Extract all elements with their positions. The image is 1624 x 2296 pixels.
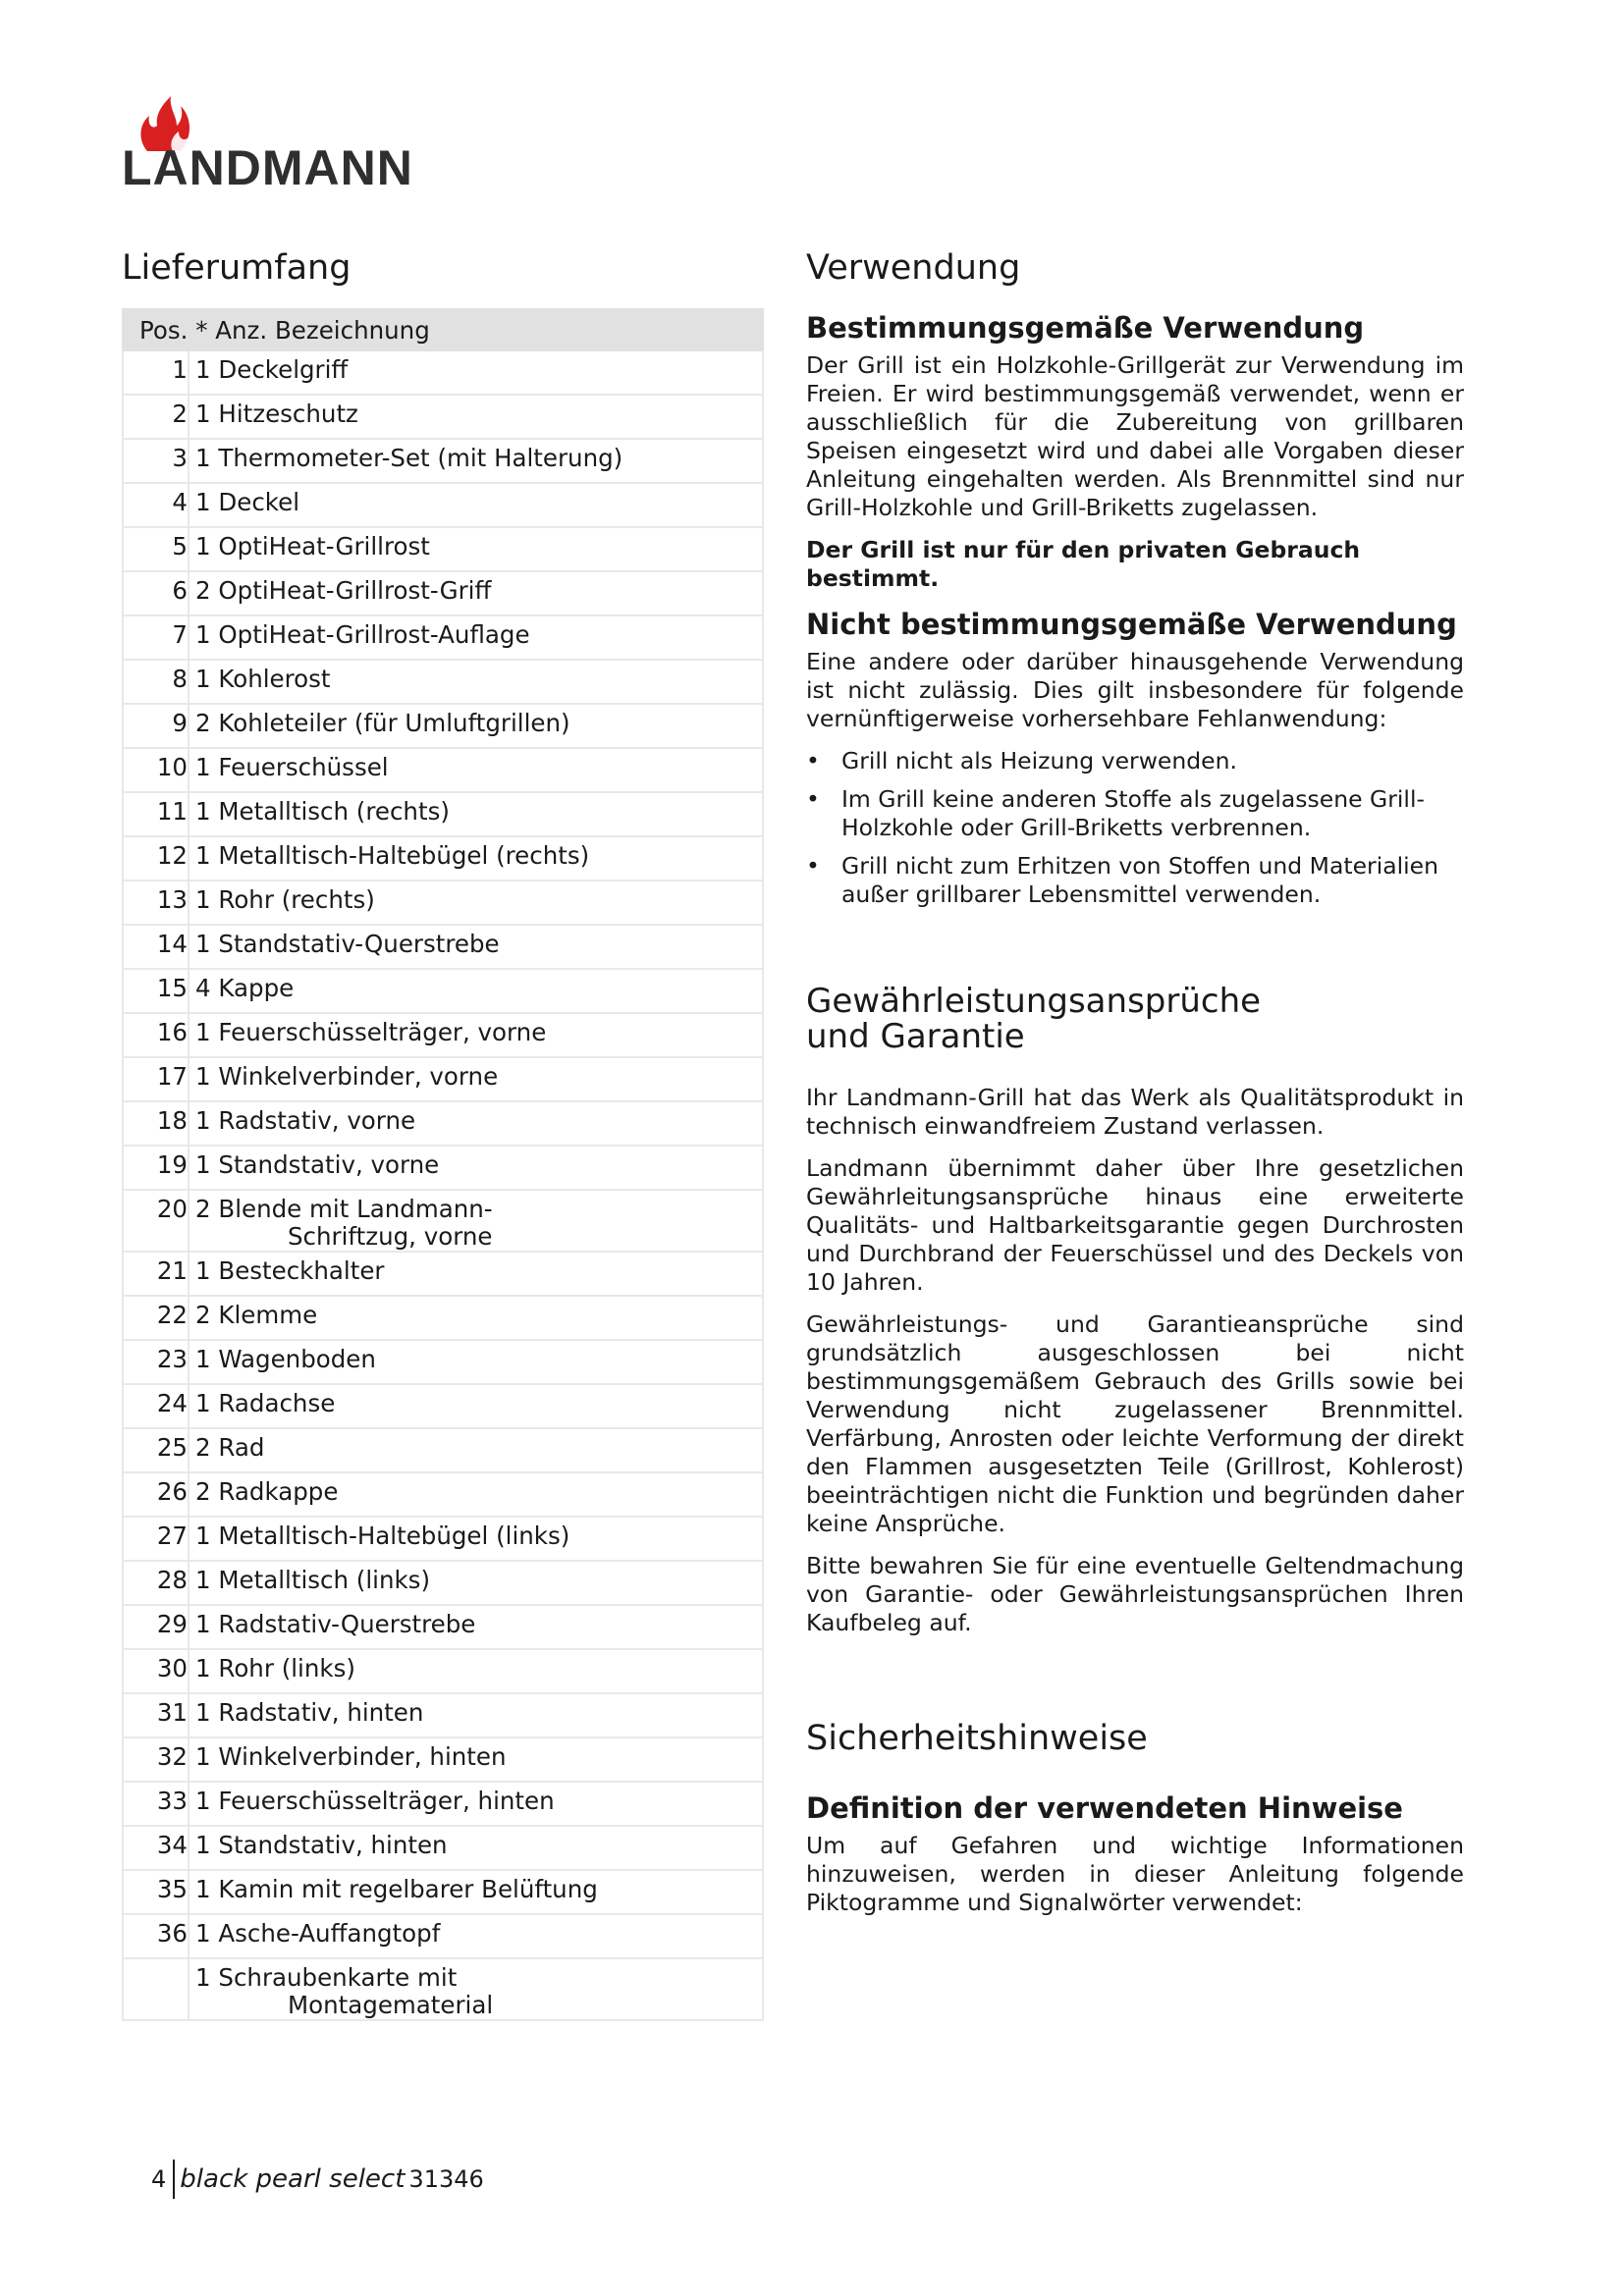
cell-anz-bez — [189, 395, 763, 439]
cell-anz: 2 — [195, 576, 211, 605]
cell-pos: 17 — [123, 1057, 189, 1101]
table-row — [123, 527, 763, 571]
table-row — [123, 483, 763, 527]
list-item: • Grill nicht zum Erhitzen von Stoffen und Materialien außer grillbarer Lebensmittel verwenden. — [806, 852, 1439, 908]
table-row — [123, 1472, 763, 1517]
cell-anz: 1 — [195, 1389, 211, 1417]
cell-anz: 1 — [195, 1522, 211, 1550]
cell-pos: 4 — [123, 483, 189, 527]
cell-bez: Feuerschüsselträger, vorne — [218, 1018, 547, 1046]
cell-bez: Winkelverbinder, hinten — [218, 1742, 507, 1771]
cell-anz-bez — [189, 439, 763, 483]
paragraph: Um auf Gefahren und wichtige Informationen hinzuweisen, werden in dieser Anleitung folgende Piktogramme und Signalwörter verwendet: — [806, 1832, 1464, 1916]
table-row — [123, 1340, 763, 1384]
cell-bez: Asche-Auffangtopf — [218, 1919, 441, 1948]
cell-bez: Feuerschüssel — [218, 753, 389, 781]
cell-anz: 1 — [195, 488, 211, 516]
table-row — [123, 1190, 763, 1252]
cell-anz-bez — [189, 527, 763, 571]
cell-anz: 2 — [195, 1433, 211, 1462]
cell-bez: Deckelgriff — [218, 355, 349, 384]
table-row — [123, 1013, 763, 1057]
cell-bez: Metalltisch (links) — [218, 1566, 431, 1594]
cell-anz: 2 — [195, 709, 211, 737]
table-row — [123, 660, 763, 704]
cell-anz: 1 — [195, 532, 211, 561]
subtitle-bestimmungsgemaess: Bestimmungsgemäße Verwendung — [806, 311, 1365, 345]
cell-pos: 2 — [123, 395, 189, 439]
cell-pos: 28 — [123, 1561, 189, 1605]
cell-pos: 6 — [123, 571, 189, 615]
cell-pos: 12 — [123, 836, 189, 881]
table-row — [123, 881, 763, 925]
cell-anz: 1 — [195, 444, 211, 472]
cell-pos: 20 — [123, 1190, 189, 1252]
model-number: 31346 — [408, 2165, 484, 2193]
cell-pos: 33 — [123, 1782, 189, 1826]
cell-pos: 31 — [123, 1693, 189, 1737]
cell-anz-bez — [189, 1782, 763, 1826]
cell-anz-bez — [189, 1914, 763, 1958]
cell-bez: Kamin mit regelbarer Belüftung — [218, 1875, 598, 1903]
cell-anz-bez — [189, 1870, 763, 1914]
cell-bez: Kohlerost — [218, 665, 331, 693]
cell-anz: 1 — [195, 1256, 211, 1285]
section-title-gewaehrleistung: Gewährleistungsansprüche und Garantie — [806, 982, 1262, 1056]
cell-anz: 2 — [195, 1301, 211, 1329]
landmann-logo — [122, 94, 485, 202]
cell-bez: Winkelverbinder, vorne — [218, 1062, 499, 1091]
table-row — [123, 615, 763, 660]
cell-pos: 8 — [123, 660, 189, 704]
section-title-lieferumfang: Lieferumfang — [122, 248, 352, 288]
cell-anz-bez — [189, 925, 763, 969]
cell-bez-cont: Montagematerial — [288, 1991, 494, 2019]
cell-anz-bez — [189, 1826, 763, 1870]
paragraph-bold: Der Grill ist nur für den privaten Gebrauch bestimmt. — [806, 536, 1361, 592]
paragraph: Bitte bewahren Sie für eine eventuelle Geltendmachung von Garantie- oder Gewährleistungsansprüchen Ihren Kaufbeleg auf. — [806, 1552, 1464, 1636]
section-title-sicherheit: Sicherheitshinweise — [806, 1719, 1148, 1758]
cell-bez: OptiHeat-Grillrost-Griff — [218, 576, 492, 605]
cell-bez: Schraubenkarte mit — [218, 1963, 458, 1992]
cell-anz-bez — [189, 881, 763, 925]
cell-anz-bez — [189, 1958, 763, 2020]
cell-bez: Blende mit Landmann- — [218, 1195, 493, 1223]
cell-anz: 1 — [195, 355, 211, 384]
page-footer — [151, 2160, 484, 2199]
cell-anz-bez — [189, 571, 763, 615]
cell-anz-bez — [189, 350, 763, 395]
cell-bez: Feuerschüsselträger, hinten — [218, 1787, 555, 1815]
table-row — [123, 1870, 763, 1914]
cell-bez: Rohr (links) — [218, 1654, 355, 1682]
cell-anz: 2 — [195, 1477, 211, 1506]
brand-name: LANDMANN — [122, 140, 413, 195]
cell-pos: 15 — [123, 969, 189, 1013]
cell-anz: 1 — [195, 1787, 211, 1815]
cell-anz: 1 — [195, 1831, 211, 1859]
cell-anz-bez — [189, 792, 763, 836]
cell-pos: 19 — [123, 1146, 189, 1190]
cell-bez: OptiHeat-Grillrost — [218, 532, 430, 561]
table-row — [123, 704, 763, 748]
table-row — [123, 969, 763, 1013]
bullet-list — [806, 747, 1464, 909]
cell-anz-bez — [189, 1384, 763, 1428]
cell-anz: 1 — [195, 620, 211, 649]
cell-bez: Radstativ, vorne — [218, 1106, 416, 1135]
cell-anz-bez — [189, 1296, 763, 1340]
cell-anz-bez — [189, 1605, 763, 1649]
cell-anz: 1 — [195, 1654, 211, 1682]
table-row — [123, 1737, 763, 1782]
cell-anz: 1 — [195, 797, 211, 826]
cell-pos: 26 — [123, 1472, 189, 1517]
cell-anz: 1 — [195, 400, 211, 428]
section-title-verwendung: Verwendung — [806, 248, 1021, 288]
cell-bez: Radstativ-Querstrebe — [218, 1610, 476, 1638]
cell-anz: 1 — [195, 1919, 211, 1948]
model-name: black pearl select — [180, 2164, 406, 2194]
cell-pos: 13 — [123, 881, 189, 925]
cell-anz: 1 — [195, 930, 211, 958]
table-row — [123, 1693, 763, 1737]
cell-bez: Standstativ, hinten — [218, 1831, 448, 1859]
cell-anz-bez — [189, 483, 763, 527]
cell-anz: 1 — [195, 1875, 211, 1903]
cell-anz-bez — [189, 969, 763, 1013]
cell-pos: 23 — [123, 1340, 189, 1384]
list-item: • Grill nicht als Heizung verwenden. — [806, 747, 1237, 774]
cell-anz-bez — [189, 1428, 763, 1472]
cell-pos: 30 — [123, 1649, 189, 1693]
table-row — [123, 395, 763, 439]
table-row — [123, 1826, 763, 1870]
cell-pos: 1 — [123, 350, 189, 395]
cell-anz: 1 — [195, 1062, 211, 1091]
cell-anz: 4 — [195, 974, 211, 1002]
table-row — [123, 1252, 763, 1296]
footer-divider — [173, 2160, 175, 2199]
cell-anz-bez — [189, 615, 763, 660]
cell-bez: Metalltisch-Haltebügel (rechts) — [218, 841, 590, 870]
cell-bez: Radstativ, hinten — [218, 1698, 424, 1727]
table-row — [123, 1146, 763, 1190]
cell-anz-bez — [189, 1057, 763, 1101]
cell-anz-bez — [189, 1517, 763, 1561]
cell-bez: Radkappe — [218, 1477, 339, 1506]
cell-bez: Metalltisch (rechts) — [218, 797, 450, 826]
cell-pos: 27 — [123, 1517, 189, 1561]
parts-table — [122, 308, 764, 2021]
cell-pos: 35 — [123, 1870, 189, 1914]
subtitle-nicht-bestimmungsgemaess: Nicht bestimmungsgemäße Verwendung — [806, 608, 1457, 641]
cell-anz-bez — [189, 748, 763, 792]
cell-pos — [123, 1958, 189, 2020]
cell-anz: 2 — [195, 1195, 211, 1223]
page-number: 4 — [151, 2165, 167, 2193]
table-row — [123, 1428, 763, 1472]
cell-anz-bez — [189, 836, 763, 881]
cell-anz: 1 — [195, 1150, 211, 1179]
cell-pos: 3 — [123, 439, 189, 483]
cell-anz: 1 — [195, 885, 211, 914]
cell-anz: 1 — [195, 1610, 211, 1638]
cell-pos: 14 — [123, 925, 189, 969]
paragraph: Eine andere oder darüber hinausgehende Verwendung ist nicht zulässig. Dies gilt insbesondere für folgende vernünftigerweise vorhersehbare Fehlanwendung: — [806, 648, 1464, 732]
cell-bez: Rohr (rechts) — [218, 885, 375, 914]
cell-pos: 9 — [123, 704, 189, 748]
table-row — [123, 1649, 763, 1693]
cell-anz: 1 — [195, 1698, 211, 1727]
cell-anz-bez — [189, 1013, 763, 1057]
table-row — [123, 925, 763, 969]
cell-anz-bez — [189, 704, 763, 748]
cell-anz: 1 — [195, 753, 211, 781]
cell-bez: Deckel — [218, 488, 299, 516]
cell-pos: 25 — [123, 1428, 189, 1472]
table-row — [123, 792, 763, 836]
table-row — [123, 571, 763, 615]
cell-anz-bez — [189, 1561, 763, 1605]
table-row — [123, 1958, 763, 2020]
cell-bez: Standstativ, vorne — [218, 1150, 440, 1179]
cell-anz: 1 — [195, 1566, 211, 1594]
cell-bez: Wagenboden — [218, 1345, 376, 1373]
cell-bez: Thermometer-Set (mit Halterung) — [218, 444, 623, 472]
cell-pos: 11 — [123, 792, 189, 836]
cell-pos: 5 — [123, 527, 189, 571]
table-row — [123, 1057, 763, 1101]
cell-pos: 18 — [123, 1101, 189, 1146]
cell-bez: Hitzeschutz — [218, 400, 358, 428]
cell-pos: 24 — [123, 1384, 189, 1428]
cell-bez-cont: Schriftzug, vorne — [288, 1222, 493, 1251]
cell-anz: 1 — [195, 841, 211, 870]
table-row — [123, 1605, 763, 1649]
cell-pos: 10 — [123, 748, 189, 792]
cell-pos: 36 — [123, 1914, 189, 1958]
subtitle-definition: Definition der verwendeten Hinweise — [806, 1791, 1403, 1825]
cell-bez: Standstativ-Querstrebe — [218, 930, 500, 958]
paragraph: Gewährleistungs- und Garantieansprüche sind grundsätzlich ausgeschlossen bei nicht bestimmungsgemäßem Gebrauch des Grills sowie bei Verwendung nicht zugelassener Brennmittel. Verfärbung, Anrosten oder leichte Verformung der direkt den Flammen ausgesetzten Teile (Grillrost, Kohlerost) beeinträchtigen nicht die Funktion und begründen daher keine Ansprüche. — [806, 1310, 1464, 1537]
cell-anz-bez — [189, 1252, 763, 1296]
cell-anz-bez — [189, 660, 763, 704]
cell-anz: 1 — [195, 1345, 211, 1373]
cell-anz-bez — [189, 1472, 763, 1517]
table-row — [123, 439, 763, 483]
table-row — [123, 1101, 763, 1146]
cell-anz-bez — [189, 1737, 763, 1782]
cell-bez: OptiHeat-Grillrost-Auflage — [218, 620, 530, 649]
list-item: • Im Grill keine anderen Stoffe als zugelassene Grill-Holzkohle oder Grill-Briketts verbrennen. — [806, 785, 1425, 841]
cell-anz-bez — [189, 1146, 763, 1190]
cell-bez: Metalltisch-Haltebügel (links) — [218, 1522, 570, 1550]
cell-anz-bez — [189, 1101, 763, 1146]
cell-bez: Rad — [218, 1433, 265, 1462]
cell-bez: Besteckhalter — [218, 1256, 385, 1285]
table-row — [123, 1914, 763, 1958]
cell-bez: Radachse — [218, 1389, 336, 1417]
cell-anz: 1 — [195, 1742, 211, 1771]
table-row — [123, 1561, 763, 1605]
table-row — [123, 350, 763, 395]
cell-bez: Kappe — [218, 974, 295, 1002]
paragraph: Ihr Landmann-Grill hat das Werk als Qualitätsprodukt in technisch einwandfreiem Zustand verlassen. — [806, 1084, 1464, 1140]
table-row — [123, 748, 763, 792]
paragraph: Der Grill ist ein Holzkohle-Grillgerät zur Verwendung im Freien. Er wird bestimmungsgemäß verwendet, wenn er ausschließlich für die Zubereitung von grillbaren Speisen eingesetzt wird und dabei alle Vorgaben dieser Anleitung eingehalten werden. Als Brennmittel sind nur Grill-Holzkohle und Grill-Briketts zugelassen. — [806, 351, 1464, 521]
cell-pos: 7 — [123, 615, 189, 660]
table-row — [123, 1517, 763, 1561]
cell-pos: 22 — [123, 1296, 189, 1340]
cell-anz-bez — [189, 1340, 763, 1384]
cell-anz: 1 — [195, 1106, 211, 1135]
cell-bez: Kohleteiler (für Umluftgrillen) — [218, 709, 570, 737]
cell-anz-bez — [189, 1190, 763, 1252]
cell-anz: 1 — [195, 1018, 211, 1046]
table-row — [123, 1782, 763, 1826]
table-header: Pos. * Anz. Bezeichnung — [123, 309, 763, 350]
cell-pos: 32 — [123, 1737, 189, 1782]
table-row — [123, 1384, 763, 1428]
cell-pos: 34 — [123, 1826, 189, 1870]
cell-bez: Klemme — [218, 1301, 318, 1329]
table-row — [123, 1296, 763, 1340]
table-row — [123, 836, 763, 881]
cell-anz: 1 — [195, 665, 211, 693]
cell-pos: 16 — [123, 1013, 189, 1057]
cell-anz: 1 — [195, 1963, 211, 1992]
cell-anz-bez — [189, 1649, 763, 1693]
cell-anz-bez — [189, 1693, 763, 1737]
cell-pos: 21 — [123, 1252, 189, 1296]
cell-pos: 29 — [123, 1605, 189, 1649]
paragraph: Landmann übernimmt daher über Ihre gesetzlichen Gewährleitungsansprüche hinaus eine erweiterte Qualitäts- und Haltbarkeitsgarantie gegen Durchrosten und Durchbrand der Feuerschüssel und des Deckels von 10 Jahren. — [806, 1154, 1464, 1296]
